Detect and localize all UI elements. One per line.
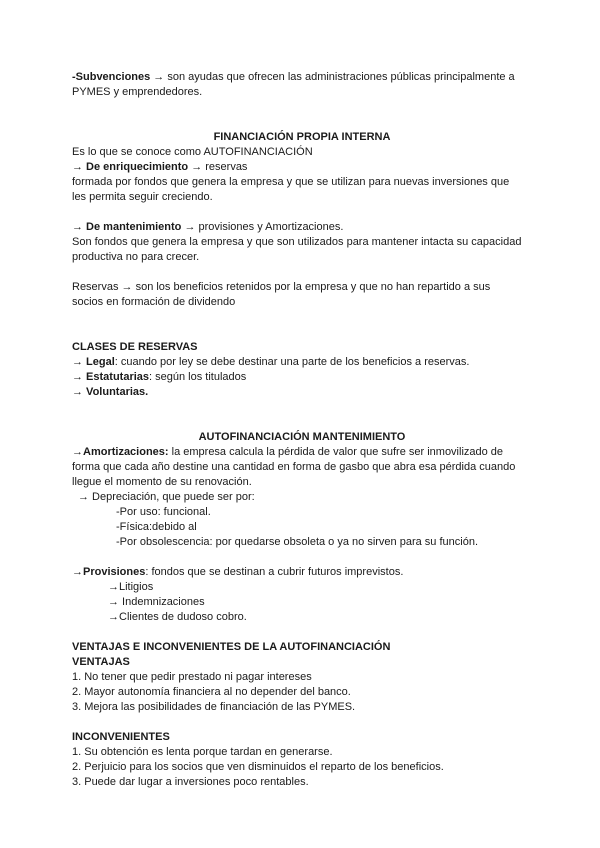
mantenimiento-text: → provisiones y Amortizaciones.: [181, 221, 344, 233]
ventaja-item: 2. Mayor autonomía financiera al no depender del banco.: [72, 686, 351, 698]
depreciacion-item: -Física:debido al: [116, 521, 197, 533]
provisiones-item: → Indemnizaciones: [108, 596, 205, 608]
subvenciones-line: [72, 70, 532, 85]
reserva-legal-term: → Legal: [72, 356, 115, 368]
mantenimiento-desc-2: productiva no para crecer.: [72, 251, 200, 263]
amortizaciones-line-3: llegue el momento de su renovación.: [72, 476, 252, 488]
depreciacion-line: → Depreciación, que puede ser por:: [78, 491, 255, 503]
enriquecimiento-text: → reservas: [188, 161, 248, 173]
reserva-estatutarias-term: → Estatutarias: [72, 371, 150, 383]
enriquecimiento-line: [72, 160, 532, 175]
autofinanciacion-intro: Es lo que se conoce como AUTOFINANCIACIÓN: [72, 146, 313, 158]
reservas-desc-2: socios en formación de dividendo: [72, 296, 236, 308]
enriquecimiento-term: → De enriquecimiento: [72, 161, 189, 173]
enriquecimiento-desc-1: formada por fondos que genera la empresa y que se utilizan para nuevas inversiones que: [72, 176, 510, 188]
ventajas-subtitle: VENTAJAS: [72, 656, 130, 668]
amortizaciones-text: la empresa calcula la pérdida de valor que sufre ser inmovilizado de: [168, 446, 504, 458]
section-title-ventajas-inconvenientes: VENTAJAS E INCONVENIENTES DE LA AUTOFINANCIACIÓN: [72, 641, 391, 653]
mantenimiento-desc-1: Son fondos que genera la empresa y que son utilizados para mantener intacta su capacidad: [72, 236, 522, 248]
provisiones-text: : fondos que se destinan a cubrir futuros imprevistos.: [145, 566, 404, 578]
document-page: [72, 70, 532, 790]
ventaja-item: 3. Mejora las posibilidades de financiación de las PYMES.: [72, 701, 356, 713]
inconvenientes-subtitle: INCONVENIENTES: [72, 731, 170, 743]
mantenimiento-line: [72, 220, 532, 235]
section-title-financiacion-propia: FINANCIACIÓN PROPIA INTERNA: [213, 131, 391, 143]
reserva-legal: [72, 355, 532, 370]
inconveniente-item: 2. Perjuicio para los socios que ven disminuidos el reparto de los beneficios.: [72, 761, 444, 773]
depreciacion-item: -Por obsolescencia: por quedarse obsoleta o ya no sirven para su función.: [116, 536, 478, 548]
amortizaciones-term: →Amortizaciones:: [72, 446, 169, 458]
enriquecimiento-desc-2: les permita seguir creciendo.: [72, 191, 213, 203]
subvenciones-text: → son ayudas que ofrecen las administraciones públicas principalmente a: [150, 71, 515, 83]
reserva-estatutarias-text: : según los titulados: [149, 371, 247, 383]
amortizaciones-line-2: forma que cada año destine una cantidad en forma de gasbo que abra esa pérdida cuando: [72, 461, 516, 473]
provisiones-term: →Provisiones: [72, 566, 146, 578]
subvenciones-line-2: PYMES y emprendedores.: [72, 86, 203, 98]
amortizaciones-line: [72, 445, 532, 460]
ventaja-item: 1. No tener que pedir prestado ni pagar intereses: [72, 671, 312, 683]
section-title-autofinanciacion-mantenimiento: AUTOFINANCIACIÓN MANTENIMIENTO: [198, 431, 406, 443]
reserva-estatutarias: [72, 370, 532, 385]
inconveniente-item: 3. Puede dar lugar a inversiones poco rentables.: [72, 776, 309, 788]
inconveniente-item: 1. Su obtención es lenta porque tardan en generarse.: [72, 746, 333, 758]
section-title-clases-reservas: CLASES DE RESERVAS: [72, 341, 198, 353]
reserva-legal-text: : cuando por ley se debe destinar una parte de los beneficios a reservas.: [114, 356, 470, 368]
provisiones-line: [72, 565, 532, 580]
depreciacion-item: -Por uso: funcional.: [116, 506, 211, 518]
provisiones-item: →Litigios: [108, 581, 154, 593]
reserva-voluntarias: → Voluntarias.: [72, 386, 149, 398]
mantenimiento-term: → De mantenimiento: [72, 221, 182, 233]
reservas-desc-1: Reservas → son los beneficios retenidos por la empresa y que no han repartido a sus: [72, 281, 491, 293]
provisiones-item: →Clientes de dudoso cobro.: [108, 611, 247, 623]
subvenciones-term: -Subvenciones: [72, 71, 151, 83]
